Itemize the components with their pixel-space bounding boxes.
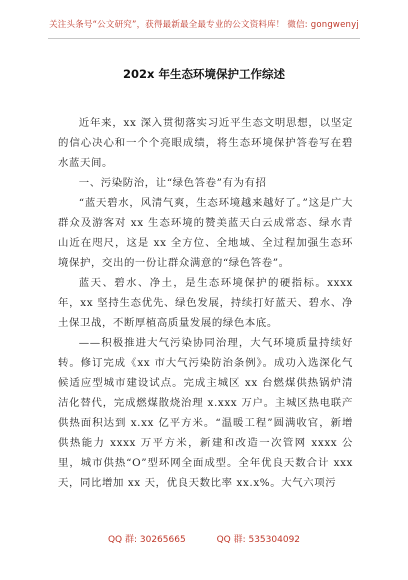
paragraph-air-pollution: ——积极推进大气污染协同治理，大气环境质量持续好转。修订完成《xx 市大气污染防治条例》。成功入选深化气候适应型城市建设试点。完成主城区 xx 台燃煤供热锅炉清洁化替代，完成燃煤散烧治理 x.xxx 万户。主城区热电联产供热面积达到 x.xx 亿平方米。“温暖工程”圆满收官，新增供热能力 xxxx 万平方米，新建和改造一次管网 xxxx 公里，城市供热“O”型环网全面成型。全年优良天数合计 xxx 天，同比增加 xx 天，优良天数比率 xx.x%。大气六项污: [58, 337, 353, 489]
header-divider: [48, 38, 360, 39]
document-body: [58, 113, 353, 493]
footer-contacts: [0, 532, 408, 545]
header-banner: 关注头条号“公文研究”，获得最新最全最专业的公文资料库！ 微信: gongwenyj: [49, 20, 359, 30]
footer-qq-group-2: QQ 群: 535304092: [216, 535, 301, 545]
paragraph-intro: 近年来，xx 深入贯彻落实习近平生态文明思想，以坚定的信心决心和一个个亮眼成绩，将生态环境保护答卷写在碧水蓝天间。: [58, 117, 353, 169]
paragraph-indicators: 蓝天、碧水、净土，是生态环境保护的硬指标。xxxx 年，xx 坚持生态优先、绿色发展，持续打好蓝天、碧水、净土保卫战，不断厚植高质量发展的绿色本底。: [58, 277, 353, 329]
section-heading: 一、污染防治，让“绿色答卷”有为有招: [78, 177, 267, 189]
paragraph-quote: “蓝天碧水，风清气爽，生态环境越来越好了。”这是广大群众及游客对 xx 生态环境的赞美蓝天白云成常态、绿水青山近在咫尺，这是 xx 全方位、全地域、全过程加强生态环境保护，交出的一份让群众满意的“绿色答卷”。: [58, 197, 353, 269]
document-title: 202x 年生态环境保护工作综述: [123, 67, 285, 81]
footer-qq-group-1: QQ 群: 30265665: [107, 535, 186, 545]
